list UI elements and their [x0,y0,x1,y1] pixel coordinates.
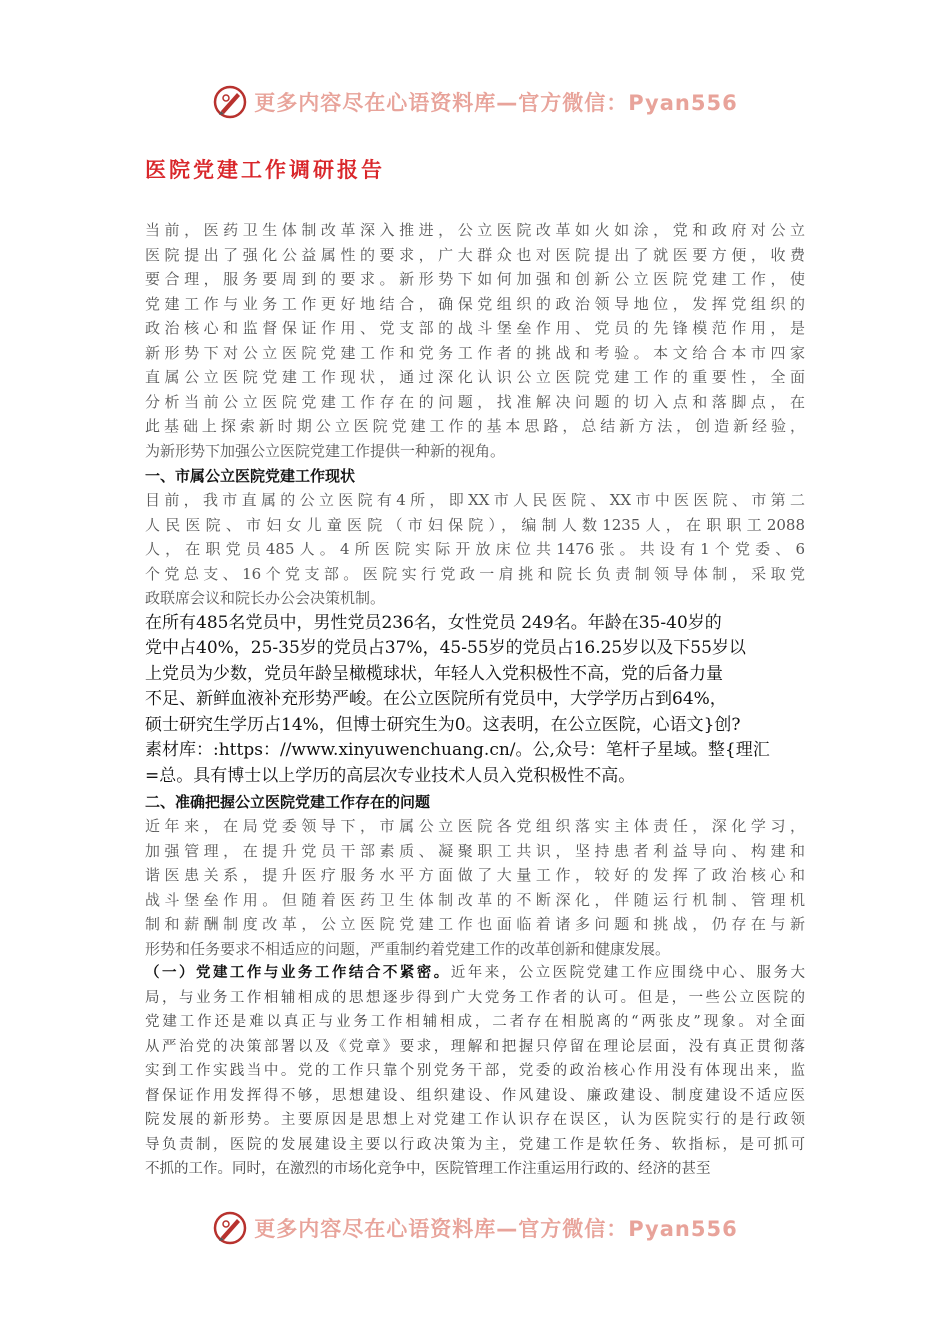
text-line: 政治核心和监督保证作用、党支部的战斗堡垒作用、党员的先锋模范作用，是 [145,319,805,337]
section1-heading: 一、市属公立医院党建工作现状 [145,467,356,485]
document-body [145,218,805,1182]
text-line: 党中占40%，25-35岁的党员占37%，45-55岁的党员占16.25岁以及下55岁以 [145,638,746,658]
text-line: 新形势下对公立医院党建工作和党务工作者的挑战和考验。本文给合本市四家 [145,343,805,362]
text-line: 当前，医药卫生体制改革深入推进，公立医院改革如火如涂，党和政府对公立 [145,221,805,239]
header-watermark-banner [0,82,950,122]
document-title: 医院党建工作调研报告 [145,158,385,182]
text-line: 从严治党的决策部署以及《党章》要求，理解和把握只停留在理论层面，没有真正贯彻落 [145,1038,805,1055]
text-line: 加强管理，在提升党员干部素质、凝聚职工共识，坚持患者利益导向、构建和 [145,841,805,860]
text-line: 战斗堡垒作用。但随着医药卫生体制改革的不断深化，伴随运行机制、管理机 [145,890,805,909]
text-line: 导负责制，医院的发展建设主要以行政决策为主，党建工作是软任务、软指标，是可抓可 [145,1136,805,1153]
intro-paragraph [145,218,805,463]
text-line: 在所有485名党员中，男性党员236名，女性党员 249名。年龄在35-40岁的 [145,612,722,633]
text-line: 为新形势下加强公立医院党建工作提供一种新的视角。 [145,441,506,460]
text-line: 不抓的工作。同时，在激烈的市场化竞争中，医院管理工作注重运用行政的、经济的甚至 [145,1161,711,1177]
text-line [145,961,805,986]
subsection-heading: （一）党建工作与业务工作结合不紧密。 [145,965,451,981]
text-line: 党建工作与业务工作更好地结合，确保党组织的政治领导地位，发挥党组织的 [145,294,805,313]
text-line: 人民医院、市妇女儿童医院（市妇保院），编制人数1235人，在职职工2088 [145,515,805,534]
section1-paragraph-1 [145,488,805,611]
text-line: 不足、新鲜血液补充形势严峻。在公立医院所有党员中，大学学历占到64%， [145,689,727,709]
text-line: 分析当前公立医院党建工作存在的问题，找准解决问题的切入点和落脚点，在 [145,392,805,411]
section2-heading: 二、准确把握公立医院党建工作存在的问题 [145,793,431,811]
section2-subsection-1 [145,961,805,1182]
text-line: 医院提出了强化公益属性的要求，广大群众也对医院提出了就医要方便，收费 [145,245,805,264]
text-line: 此基础上探索新时期公立医院党建工作的基本思路，总结新方法，创造新经验， [145,417,805,435]
section2-paragraph-1 [145,814,805,961]
text-line: 要合理，服务要周到的要求。新形势下如何加强和创新公立医院党建工作，使 [145,270,805,288]
pen-logo-icon [212,84,248,120]
text-line: 近年来，在局党委领导下，市属公立医院各党组织落实主体责任，深化学习， [145,817,805,835]
text-line: 党建工作还是难以真正与业务工作相辅相成，二者存在相脱离的“两张皮”现象。对全面 [145,1014,805,1030]
text-fragment: 近年来，公立医院党建工作应围绕中心、服务大 [450,965,805,981]
text-line: 目前，我市直属的公立医院有4所，即XX市人民医院、XX市中医医院、市第二 [145,491,805,509]
text-line: 局，与业务工作相辅相成的思想逐步得到广大党务工作者的认可。但是，一些公立医院的 [145,989,805,1006]
text-line: 形势和任务要求不相适应的问题，严重制约着党建工作的改革创新和健康发展。 [145,939,671,958]
text-line: 直属公立医院党建工作现状，通过深化认识公立医院党建工作的重要性，全面 [145,368,805,386]
text-line: 督保证作用发挥得不够，思想建设、组织建设、作风建设、廉政建设、制度建设不适应医 [145,1087,805,1104]
text-line: 政联席会议和院长办公会决策机制。 [145,589,386,607]
text-line: 谐医患关系，提升医疗服务水平方面做了大量工作，较好的发挥了政治核心和 [145,866,805,884]
text-line: 实到工作实践当中。党的工作只靠个别党务干部，党委的政治核心作用没有体现出来，监 [145,1063,805,1079]
banner-text: 更多内容尽在心语资料库—官方微信：Pyan556 [254,1217,738,1241]
banner-text: 更多内容尽在心语资料库—官方微信：Pyan556 [254,91,738,115]
text-line: 个党总支、16个党支部。医院实行党政一肩挑和院长负责制领导体制，采取党 [145,564,805,583]
text-line: 素材库：:https：//www.xinyuwenchuang.cn/。公,众号：笔杆子星域。整{理汇 [145,740,770,760]
pen-logo-icon [212,1210,248,1246]
footer-watermark-banner [0,1208,950,1248]
text-line: 硕士研究生学历占14%，但博士研究生为0。这表明，在公立医院，心语文}创? [145,714,741,735]
text-line: 人，在职党员485人。4所医院实际开放床位共1476张。共设有1个党委、6 [145,540,805,558]
text-line: 院发展的新形势。主要原因是思想上对党建工作认识存在误区，认为医院实行的是行政领 [145,1112,805,1128]
section1-paragraph-2 [145,611,805,790]
text-line: =总。具有博士以上学历的高层次专业技术人员入党积极性不高。 [145,765,636,786]
text-line: 上党员为少数，党员年龄呈橄榄球状，年轻人入党积极性不高，党的后备力量 [145,663,723,684]
text-line: 制和薪酬制度改革，公立医院党建工作也面临着诸多问题和挑战，仍存在与新 [145,915,805,933]
